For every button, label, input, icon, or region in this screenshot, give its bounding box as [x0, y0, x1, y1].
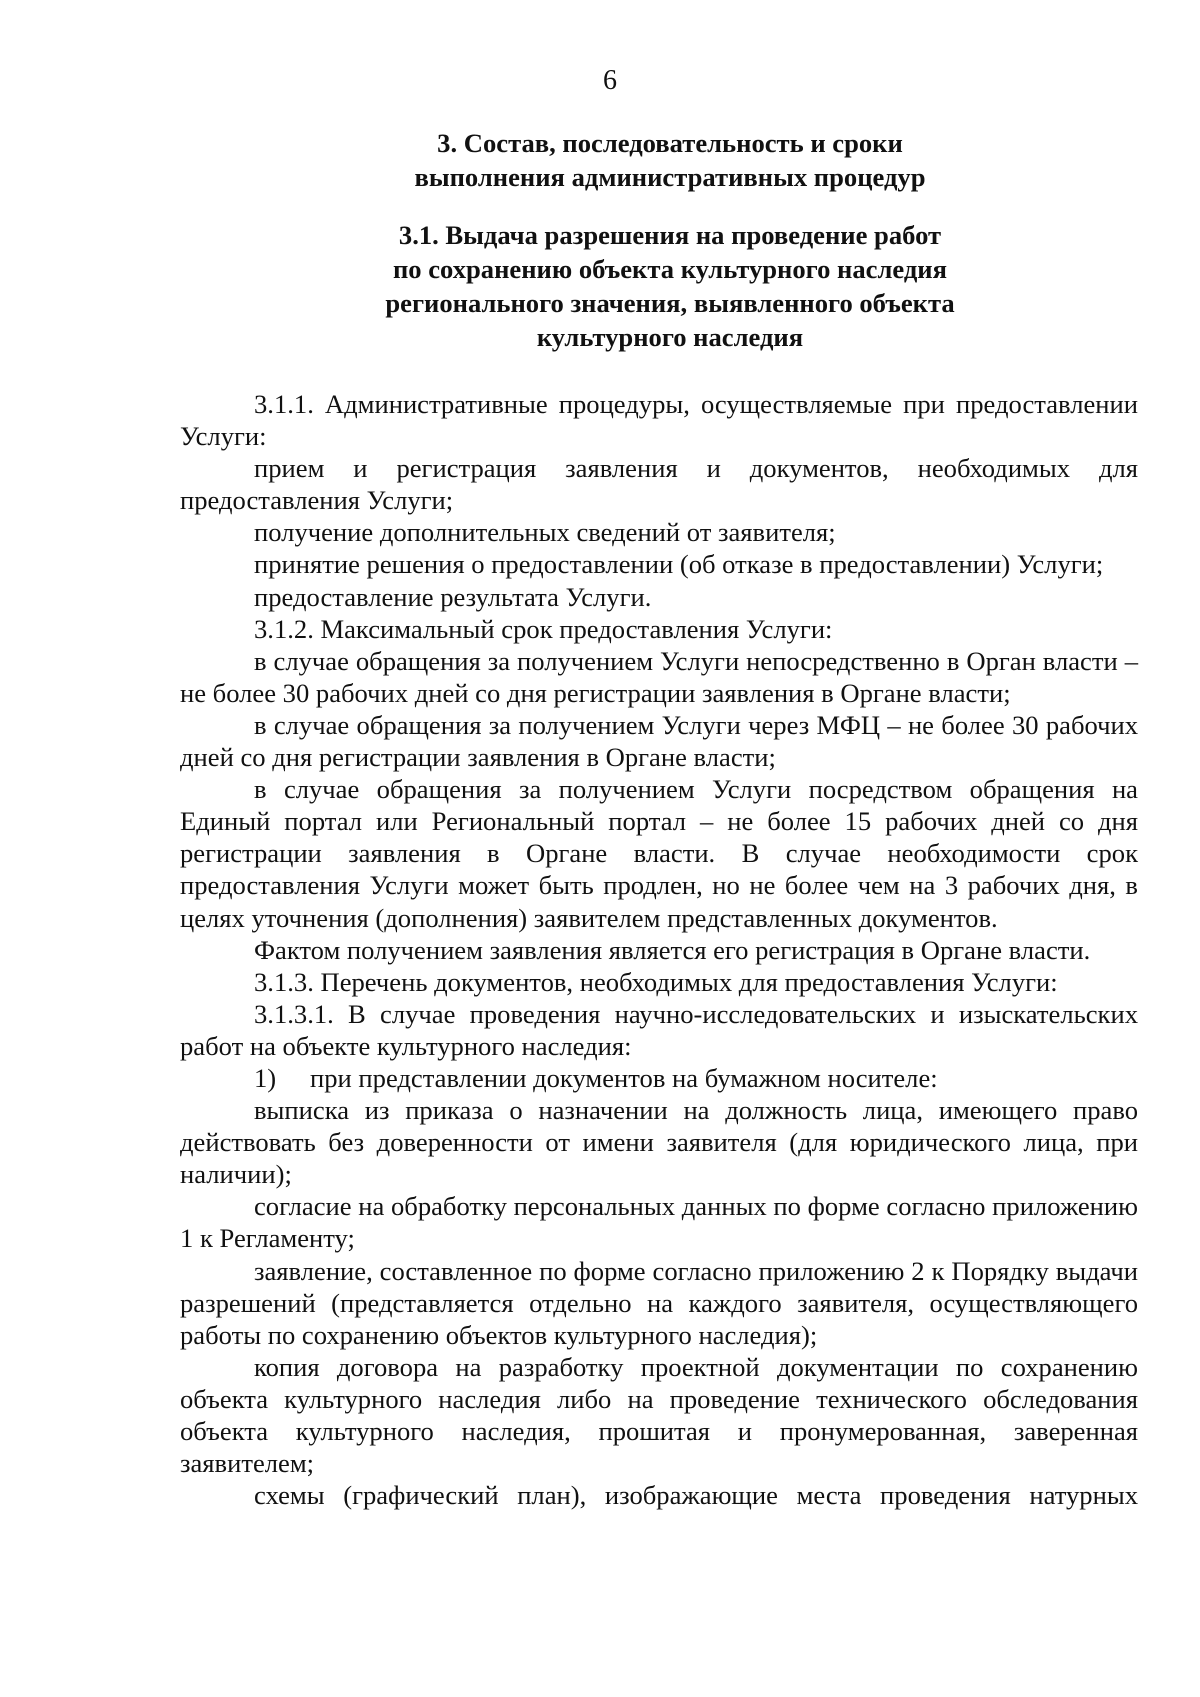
subsection-heading — [120, 218, 1200, 354]
paragraph: 3.1.1. Административные процедуры, осуществляемые при предоставлении Услуги: — [180, 389, 1138, 452]
paragraph: схемы (графический план), изображающие места проведения натурных — [254, 1480, 1138, 1511]
paragraph: в случае обращения за получением Услуги непосредственно в Орган власти – не более 30 рабочих дней со дня регистрации заявления в Органе власти; — [180, 645, 1138, 708]
paragraph: предоставление результата Услуги. — [254, 581, 652, 612]
section-heading-line: выполнения административных процедур — [414, 162, 926, 192]
paragraph: в случае обращения за получением Услуги посредством обращения на Единый портал или Региональный портал – не более 15 рабочих дней со дня регистрации заявления в Органе власти. В случае необходимости срок предоставления Услуги может быть продлен, но не более чем на 3 рабочих дня, в целях уточнения (дополнения) заявителем представленных документов. — [180, 774, 1138, 933]
paragraph: согласие на обработку персональных данных по форме согласно приложению 1 к Регламенту; — [180, 1191, 1138, 1254]
paragraph: выписка из приказа о назначении на должность лица, имеющего право действовать без доверенности от имени заявителя (для юридического лица, при наличии); — [180, 1095, 1138, 1190]
paragraph: 3.1.3.1. В случае проведения научно-исследовательских и изыскательских работ на объекте культурного наследия: — [180, 998, 1138, 1061]
paragraph: прием и регистрация заявления и документов, необходимых для предоставления Услуги; — [180, 453, 1138, 516]
paragraph: 3.1.2. Максимальный срок предоставления Услуги: — [254, 613, 833, 644]
subsection-heading-line: регионального значения, выявленного объекта — [385, 288, 955, 318]
paragraph: принятие решения о предоставлении (об отказе в предоставлении) Услуги; — [254, 549, 1104, 580]
list-marker: 1) — [254, 1062, 277, 1093]
paragraph: получение дополнительных сведений от заявителя; — [254, 517, 836, 548]
section-heading-line: 3. Состав, последовательность и сроки — [437, 128, 903, 158]
paragraph: заявление, составленное по форме согласно приложению 2 к Порядку выдачи разрешений (представляется отдельно на каждого заявителя, осуществляющего работы по сохранению объектов культурного наследия); — [180, 1255, 1138, 1350]
list-paragraph — [180, 1062, 1138, 1094]
subsection-heading-line: по сохранению объекта культурного наследия — [392, 254, 947, 284]
paragraph-text: при представлении документов на бумажном носителе: — [310, 1062, 938, 1093]
paragraph: Фактом получением заявления является его регистрация в Органе власти. — [254, 934, 1091, 965]
document-body — [180, 388, 1138, 1511]
section-heading — [120, 126, 1200, 194]
page-number: 6 — [603, 65, 617, 96]
subsection-heading-line: 3.1. Выдача разрешения на проведение работ — [398, 220, 942, 250]
paragraph: в случае обращения за получением Услуги через МФЦ – не более 30 рабочих дней со дня регистрации заявления в Органе власти; — [180, 709, 1138, 773]
paragraph: 3.1.3. Перечень документов, необходимых для предоставления Услуги: — [254, 966, 1058, 997]
paragraph: копия договора на разработку проектной документации по сохранению объекта культурного наследия либо на проведение технического обследования объекта культурного наследия, прошитая и пронумерованная, заверенная заявителем; — [180, 1351, 1138, 1479]
subsection-heading-line: культурного наследия — [536, 322, 804, 352]
